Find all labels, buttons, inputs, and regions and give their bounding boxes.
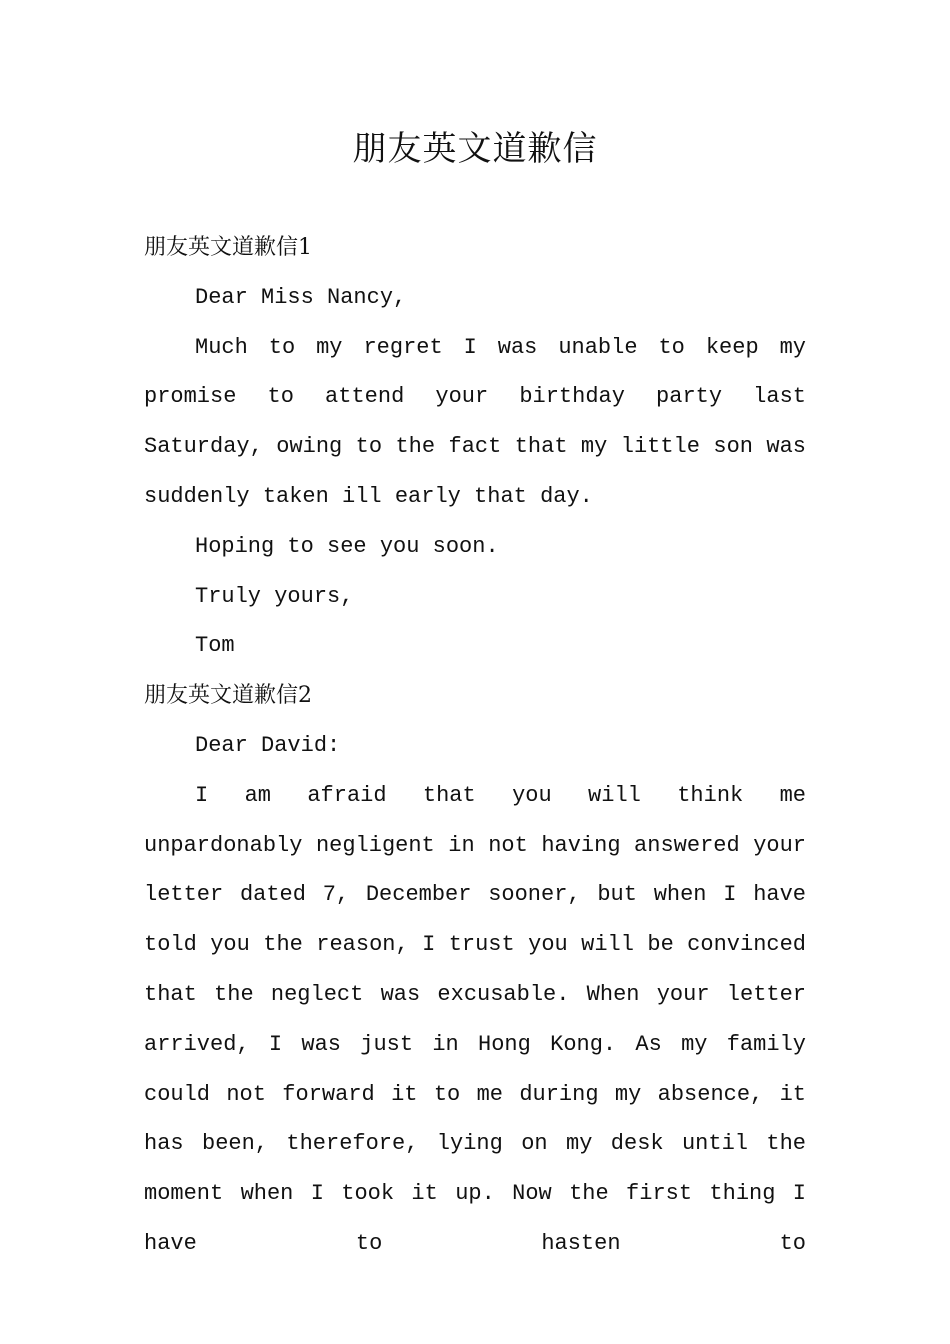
- letter-1-closing-line: Hoping to see you soon.: [195, 533, 499, 559]
- letter-1-signature: Tom: [195, 633, 235, 659]
- letter-1-body: Much to my regret I was unable to keep my promise to attend your birthday party last Saturday, owing to the fact that my little son was suddenly taken ill early that day.: [144, 334, 806, 509]
- section-heading-1: 朋友英文道歉信1: [144, 235, 312, 260]
- letter-2-body: I am afraid that you will think me unpardonably negligent in not having answered your letter dated 7, December sooner, but when I have told you the reason, I trust you will be convinced that the neglect was excusable. When your letter arrived, I was just in Hong Kong. As my family could not forward it to me during my absence, it has been, therefore, lying on my desk until the moment when I took it up. Now the first thing I have to hasten to: [144, 782, 806, 1256]
- letter-1-signoff: Truly yours,: [195, 583, 354, 609]
- document-title: 朋友英文道歉信: [352, 129, 598, 169]
- letter-1-salutation: Dear Miss Nancy,: [195, 284, 407, 310]
- section-heading-2: 朋友英文道歉信2: [144, 683, 312, 709]
- document-body: [144, 223, 806, 1269]
- letter-2-salutation: Dear David:: [195, 732, 341, 758]
